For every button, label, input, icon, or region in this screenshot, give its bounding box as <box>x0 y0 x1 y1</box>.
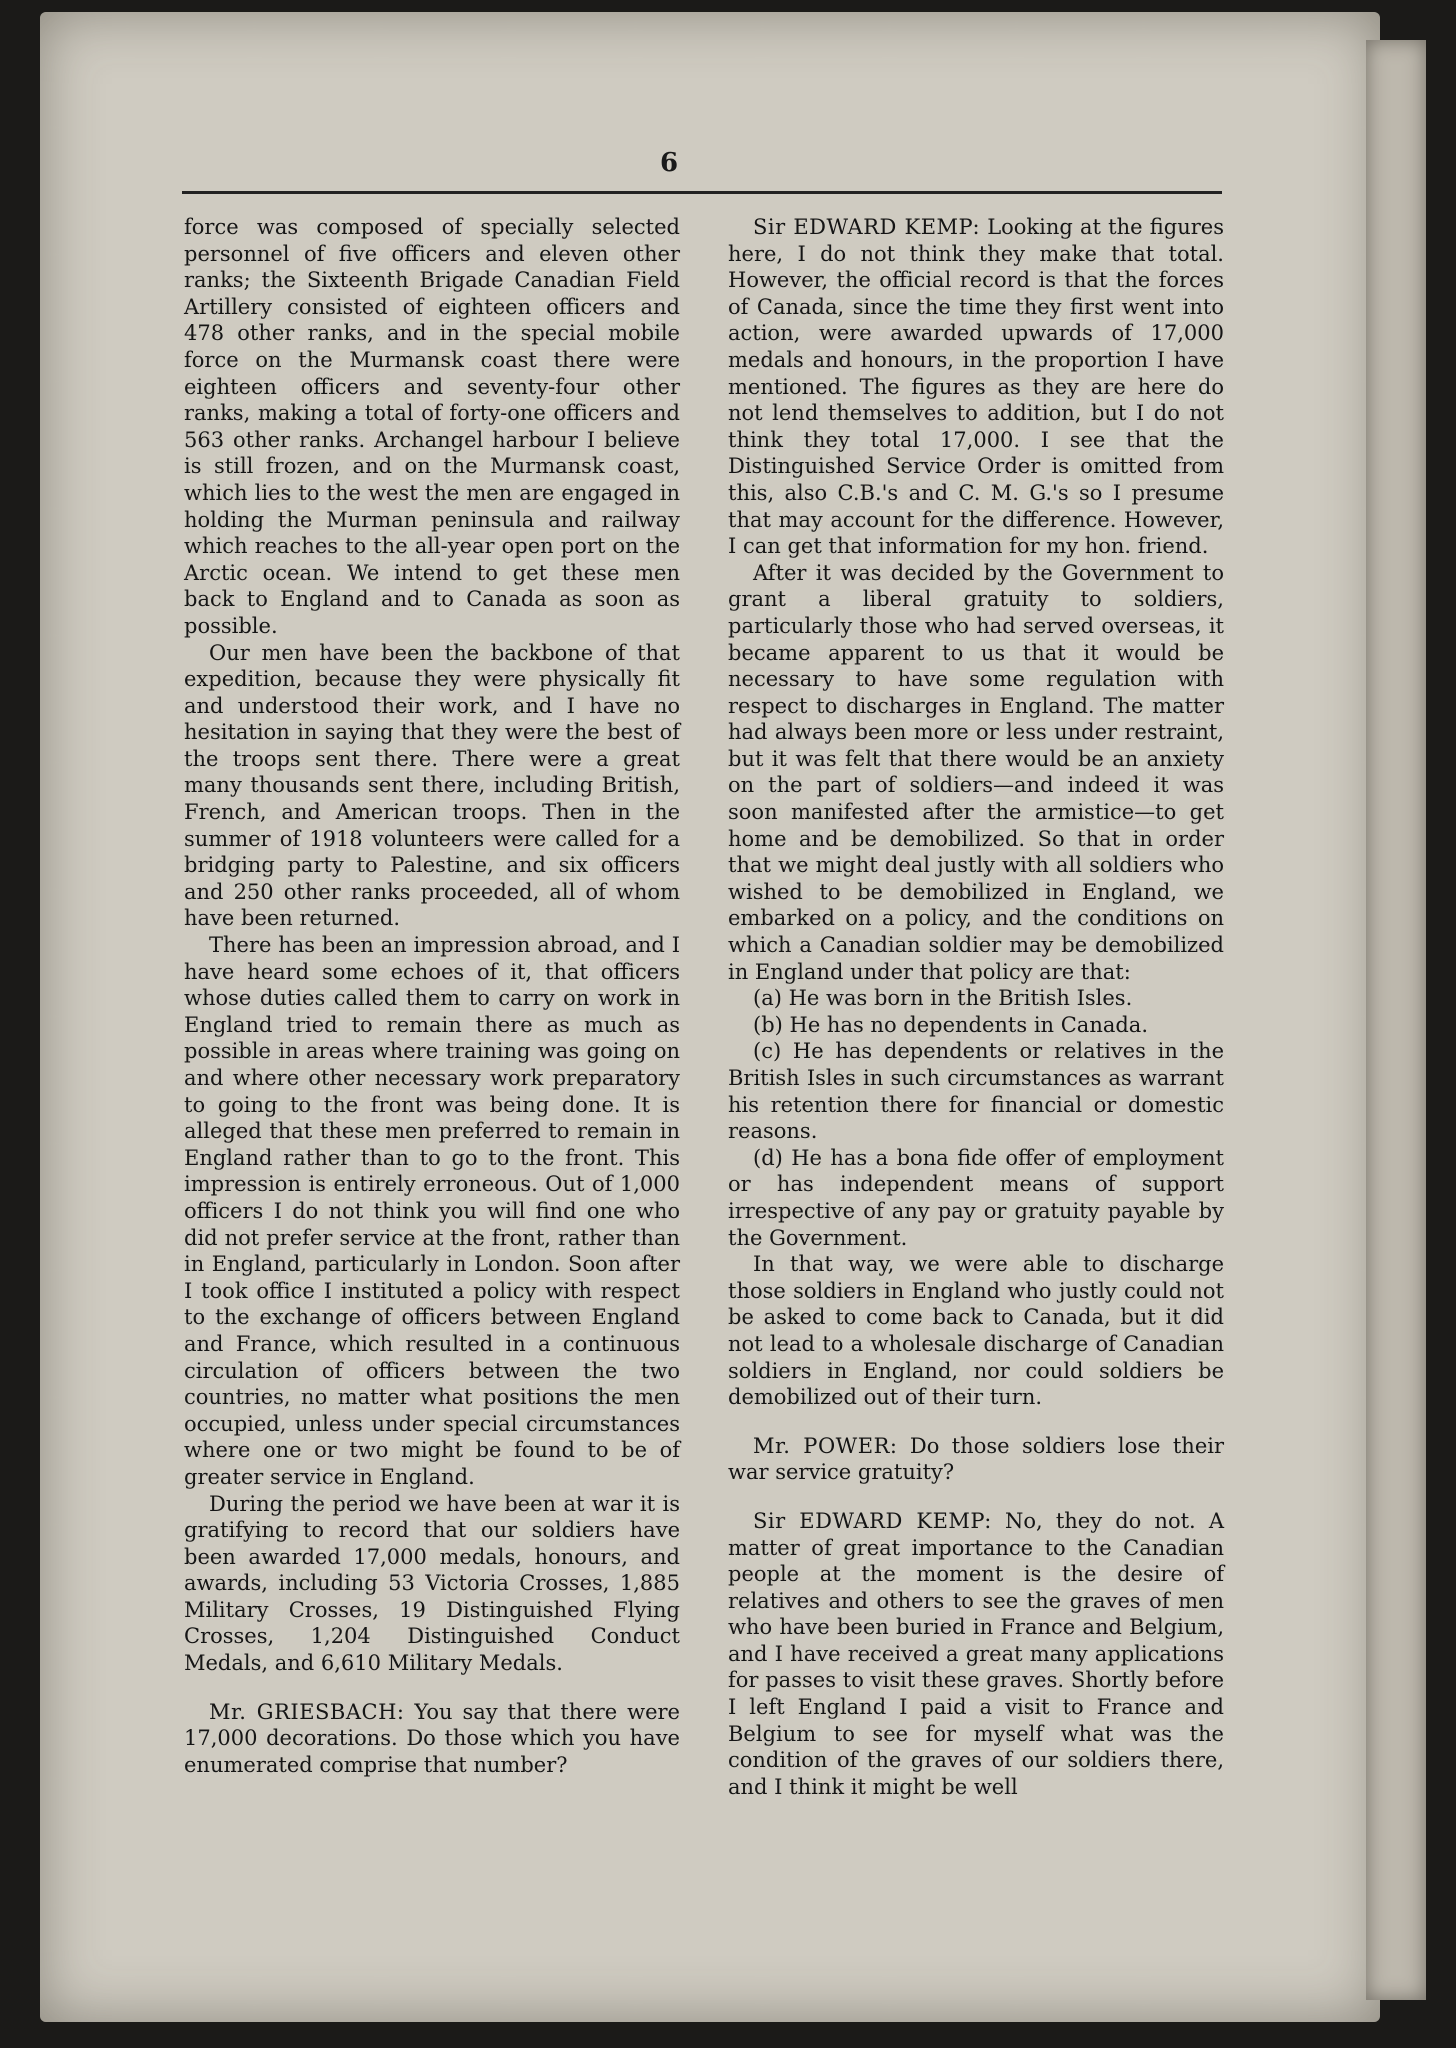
right-paragraph-3: In that way, we were able to discharge those soldiers in England who justly could not be asked to come back to Canada, but it did not lead to a wholesale discharge of Canadian soldiers in England, nor could soldiers be demobilized out of their turn. <box>728 1252 1224 1410</box>
speaker-name: Sir EDWARD KEMP: <box>753 215 981 239</box>
speaker-name: Sir EDWARD KEMP: <box>753 1508 992 1533</box>
right-column <box>728 214 1224 1800</box>
right-paragraph-5 <box>728 1508 1224 1801</box>
right-paragraph-4 <box>728 1433 1224 1486</box>
left-paragraph-5 <box>184 1699 680 1779</box>
page-number: 6 <box>660 148 679 178</box>
condition-c: (c) He has dependents or relatives in the British Isles in such circumstances as warrant his retention there for financial or domestic reasons. <box>728 1039 1224 1144</box>
right-paragraph-2: After it was decided by the Government to grant a liberal gratuity to soldiers, particularly those who had served overseas, it became apparent to us that it would be necessary to have some regulation with respect to discharges in England. The matter had always been more or less under restraint, but it was felt that there would be an anxiety on the part of soldiers—and indeed it was soon manifested after the armistice—to get home and be demobilized. So that in order that we might deal justly with all soldiers who wished to be demobilized in England, we embarked on a policy, and the conditions on which a Canadian soldier may be demobilized in England under that policy are that: <box>728 560 1224 984</box>
left-paragraph-3: There has been an impression abroad, and I have heard some echoes of it, that officers whose duties called them to carry on work in England tried to remain there as much as possible in areas where training was going on and where other necessary work preparatory to going to the front was being done. It is alleged that these men preferred to remain in England rather than to go to the front. This impression is entirely erroneous. Out of 1,000 officers I do not think you will find one who did not prefer service at the front, rather than in England, particularly in London. Soon after I took office I instituted a policy with respect to the exchange of officers between England and France, which resulted in a continuous circulation of officers between the two countries, no matter what positions the men occupied, unless under special circumstances where one or two might be found to be of greater service in England. <box>184 933 680 1489</box>
speaker-name: Mr. GRIESBACH: <box>209 1699 405 1724</box>
left-paragraph-4: During the period we have been at war it is gratifying to record that our soldiers have been awarded 17,000 medals, honours, and awards, including 53 Victoria Crosses, 1,885 Military Crosses, 19 Distinguished Flying Crosses, 1,204 Distinguished Conduct Medals, and 6,610 Military Medals. <box>184 1491 680 1676</box>
left-column <box>184 214 680 1778</box>
header-rule <box>182 191 1222 194</box>
speech-text: You say that there were 17,000 decorations. Do those which you have enumerated comprise that number? <box>184 1699 680 1777</box>
speech-text: Do those soldiers lose their war service gratuity? <box>728 1433 1225 1485</box>
speech-text: Looking at the figures here, I do not think they make that total. However, the official record is that the forces of Canada, since the time they first went into action, were awarded upwards of 17,000 medals and honours, in the proportion I have mentioned. The figures as they are here do not lend themselves to addition, but I do not think they total 17,000. I see that the Distinguished Service Order is omitted from this, also C.B.'s and C. M. G.'s so I presume that may account for the difference. However, I can get that information for my hon. friend. <box>728 215 1224 559</box>
speaker-name: Mr. POWER: <box>753 1433 898 1458</box>
condition-a: (a) He was born in the British Isles. <box>753 986 1133 1011</box>
condition-b: (b) He has no dependents in Canada. <box>753 1012 1149 1037</box>
right-paragraph-1 <box>728 214 1224 560</box>
adjacent-page-edge <box>1366 40 1426 2000</box>
left-paragraph-2: Our men have been the backbone of that expedition, because they were physically fit and understood their work, and I have no hesitation in saying that they were the best of the troops sent there. There were a great many thousands sent there, including British, French, and American troops. Then in the summer of 1918 volunteers were called for a bridging party to Palestine, and six officers and 250 other ranks proceeded, all of whom have been returned. <box>184 640 680 931</box>
condition-d: (d) He has a bona fide offer of employment or has independent means of support irrespective of any pay or gratuity payable by the Government. <box>728 1145 1224 1250</box>
speech-text: No, they do not. A matter of great importance to the Canadian people at the moment is the desire of relatives and others to see the graves of men who have been buried in France and Belgium, and I have received a great many applications for passes to visit these graves. Shortly before I left England I paid a visit to France and Belgium to see for myself what was the condition of the graves of our soldiers there, and I think it might be well <box>728 1508 1224 1799</box>
left-paragraph-1: force was composed of specially selected personnel of five officers and eleven other ranks; the Sixteenth Brigade Canadian Field Artillery consisted of eighteen officers and 478 other ranks, and in the special mobile force on the Murmansk coast there were eighteen officers and seventy-four other ranks, making a total of forty-one officers and 563 other ranks. Archangel harbour I believe is still frozen, and on the Murmansk coast, which lies to the west the men are engaged in holding the Murman peninsula and railway which reaches to the all-year open port on the Arctic ocean. We intend to get these men back to England and to Canada as soon as possible. <box>184 215 680 638</box>
